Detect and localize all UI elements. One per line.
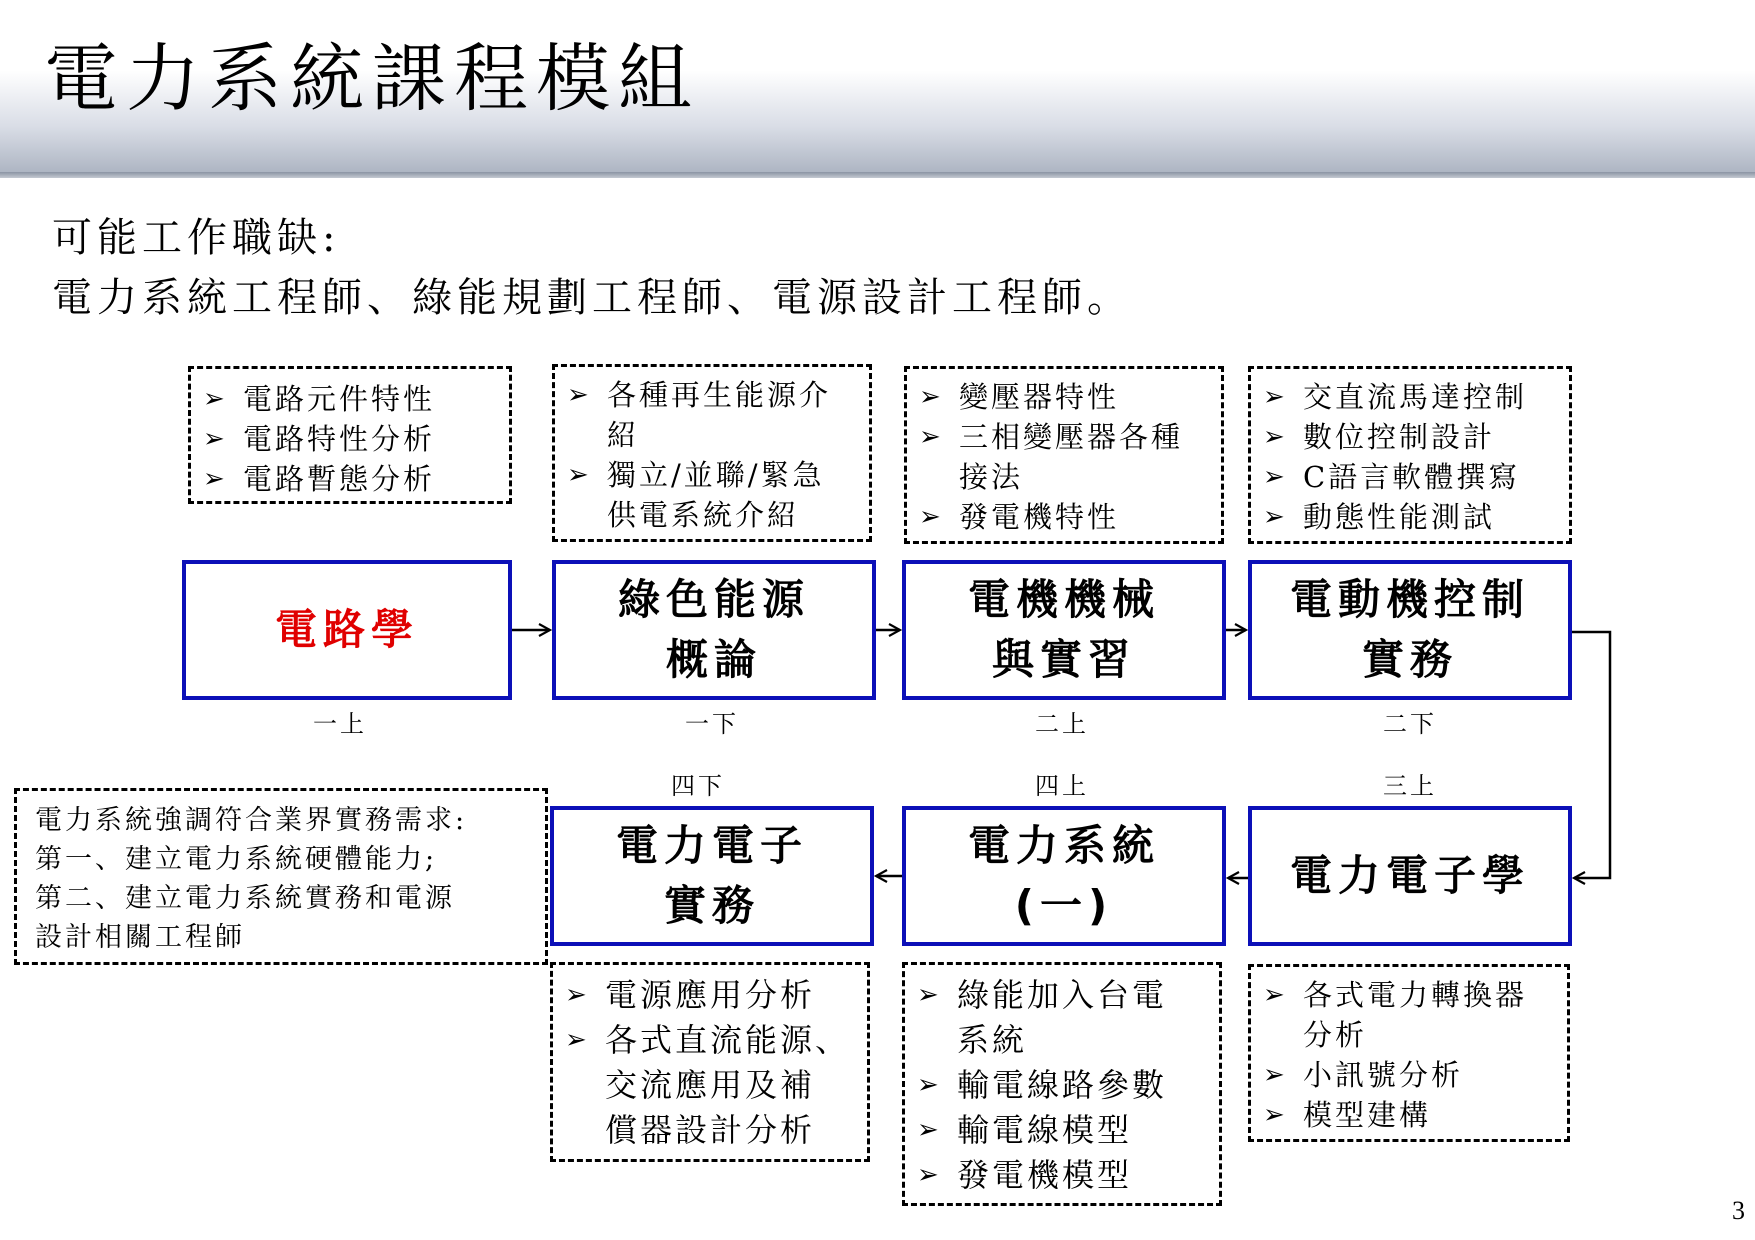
topic-text: 償器設計分析 (605, 1111, 816, 1149)
course-title-line: 實務 (663, 881, 760, 930)
bullet-arrow-icon: ➢ (567, 380, 592, 410)
bullet-arrow-icon: ➢ (203, 464, 228, 494)
bullet-arrow-icon: ➢ (1263, 980, 1288, 1010)
topic-text: 動態性能測試 (1303, 500, 1496, 534)
course-title-line: 電機機械 (967, 575, 1160, 624)
requirements-line: 第二、建立電力系統實務和電源 (35, 883, 455, 914)
jobs-list: 電力系統工程師、綠能規劃工程師、電源設計工程師。 (52, 275, 1132, 321)
semester-label: 四上 (1035, 772, 1089, 800)
page-number: 3 (1732, 1196, 1745, 1225)
semester-label: 一上 (313, 710, 367, 738)
semester-label: 四下 (671, 772, 725, 800)
topic-text: 數位控制設計 (1303, 420, 1496, 454)
bullet-arrow-icon: ➢ (1263, 462, 1288, 492)
topic-text: 各式電力轉換器 (1303, 978, 1528, 1012)
course-title-line: 實務 (1361, 635, 1458, 684)
bullet-arrow-icon: ➢ (565, 980, 590, 1010)
bullet-arrow-icon: ➢ (917, 1160, 942, 1190)
topic-text: 模型建構 (1303, 1098, 1432, 1132)
topic-text: 交直流馬達控制 (1303, 380, 1528, 414)
requirements-line: 電力系統強調符合業界實務需求: (35, 805, 468, 836)
bullet-arrow-icon: ➢ (565, 1025, 590, 1055)
topic-text: 各式直流能源、 (605, 1021, 851, 1059)
topic-text: 各種再生能源介 (607, 378, 832, 412)
topic-text: 發電機模型 (957, 1156, 1133, 1194)
bullet-arrow-icon: ➢ (203, 384, 228, 414)
topic-text: 電路元件特性 (243, 382, 436, 416)
bullet-arrow-icon: ➢ (919, 422, 944, 452)
course-title-line: 電力電子學 (1289, 851, 1530, 900)
course-title-line: 綠色能源 (617, 575, 810, 624)
topic-text: 紹 (607, 418, 640, 452)
bullet-arrow-icon: ➢ (917, 1115, 942, 1145)
jobs-heading: 可能工作職缺: (52, 215, 341, 261)
bullet-arrow-icon: ➢ (919, 382, 944, 412)
topic-text: 輸電線模型 (957, 1111, 1133, 1149)
topic-text: 供電系統介紹 (607, 498, 800, 532)
topic-text: 交流應用及補 (605, 1066, 816, 1104)
topic-text: 綠能加入台電 (957, 976, 1168, 1014)
topic-text: 電路暫態分析 (243, 462, 436, 496)
topic-text: 獨立/並聯/緊急 (607, 458, 825, 492)
course-title-line: 電路學 (274, 605, 419, 654)
topic-text: 分析 (1303, 1018, 1368, 1052)
topic-text: 小訊號分析 (1303, 1058, 1464, 1092)
bullet-arrow-icon: ➢ (1263, 502, 1288, 532)
topic-text: 電源應用分析 (605, 976, 816, 1014)
topic-text: 系統 (957, 1021, 1028, 1059)
semester-label: 二上 (1035, 710, 1089, 738)
page-title: 電力系統課程模組 (44, 36, 700, 122)
topic-text: 變壓器特性 (959, 380, 1120, 414)
semester-label: 三上 (1383, 772, 1437, 800)
topic-text: C語言軟體撰寫 (1303, 460, 1521, 494)
course-title-line: 與實習 (991, 635, 1136, 684)
requirements-line: 第一、建立電力系統硬體能力; (35, 844, 438, 875)
topic-text: 三相變壓器各種 (959, 420, 1184, 454)
bullet-arrow-icon: ➢ (1263, 422, 1288, 452)
course-title-line: 概論 (665, 635, 762, 684)
semester-label: 二下 (1383, 710, 1437, 738)
bullet-arrow-icon: ➢ (919, 502, 944, 532)
bullet-arrow-icon: ➢ (1263, 1100, 1288, 1130)
bullet-arrow-icon: ➢ (917, 1070, 942, 1100)
topic-text: 發電機特性 (959, 500, 1120, 534)
arrow-c4-c5 (1572, 632, 1610, 878)
bullet-arrow-icon: ➢ (1263, 382, 1288, 412)
bullet-arrow-icon: ➢ (203, 424, 228, 454)
course-title-line: (一) (1014, 881, 1114, 930)
bullet-arrow-icon: ➢ (917, 980, 942, 1010)
course-title-line: 電力電子 (615, 821, 808, 870)
bullet-arrow-icon: ➢ (567, 460, 592, 490)
requirements-line: 設計相關工程師 (35, 922, 245, 953)
course-title-line: 電力系統 (967, 821, 1160, 870)
topic-text: 輸電線路參數 (957, 1066, 1168, 1104)
bullet-arrow-icon: ➢ (1263, 1060, 1288, 1090)
topic-text: 電路特性分析 (243, 422, 436, 456)
course-title-line: 電動機控制 (1289, 575, 1530, 624)
topic-text: 接法 (959, 460, 1024, 494)
semester-label: 一下 (685, 710, 739, 738)
